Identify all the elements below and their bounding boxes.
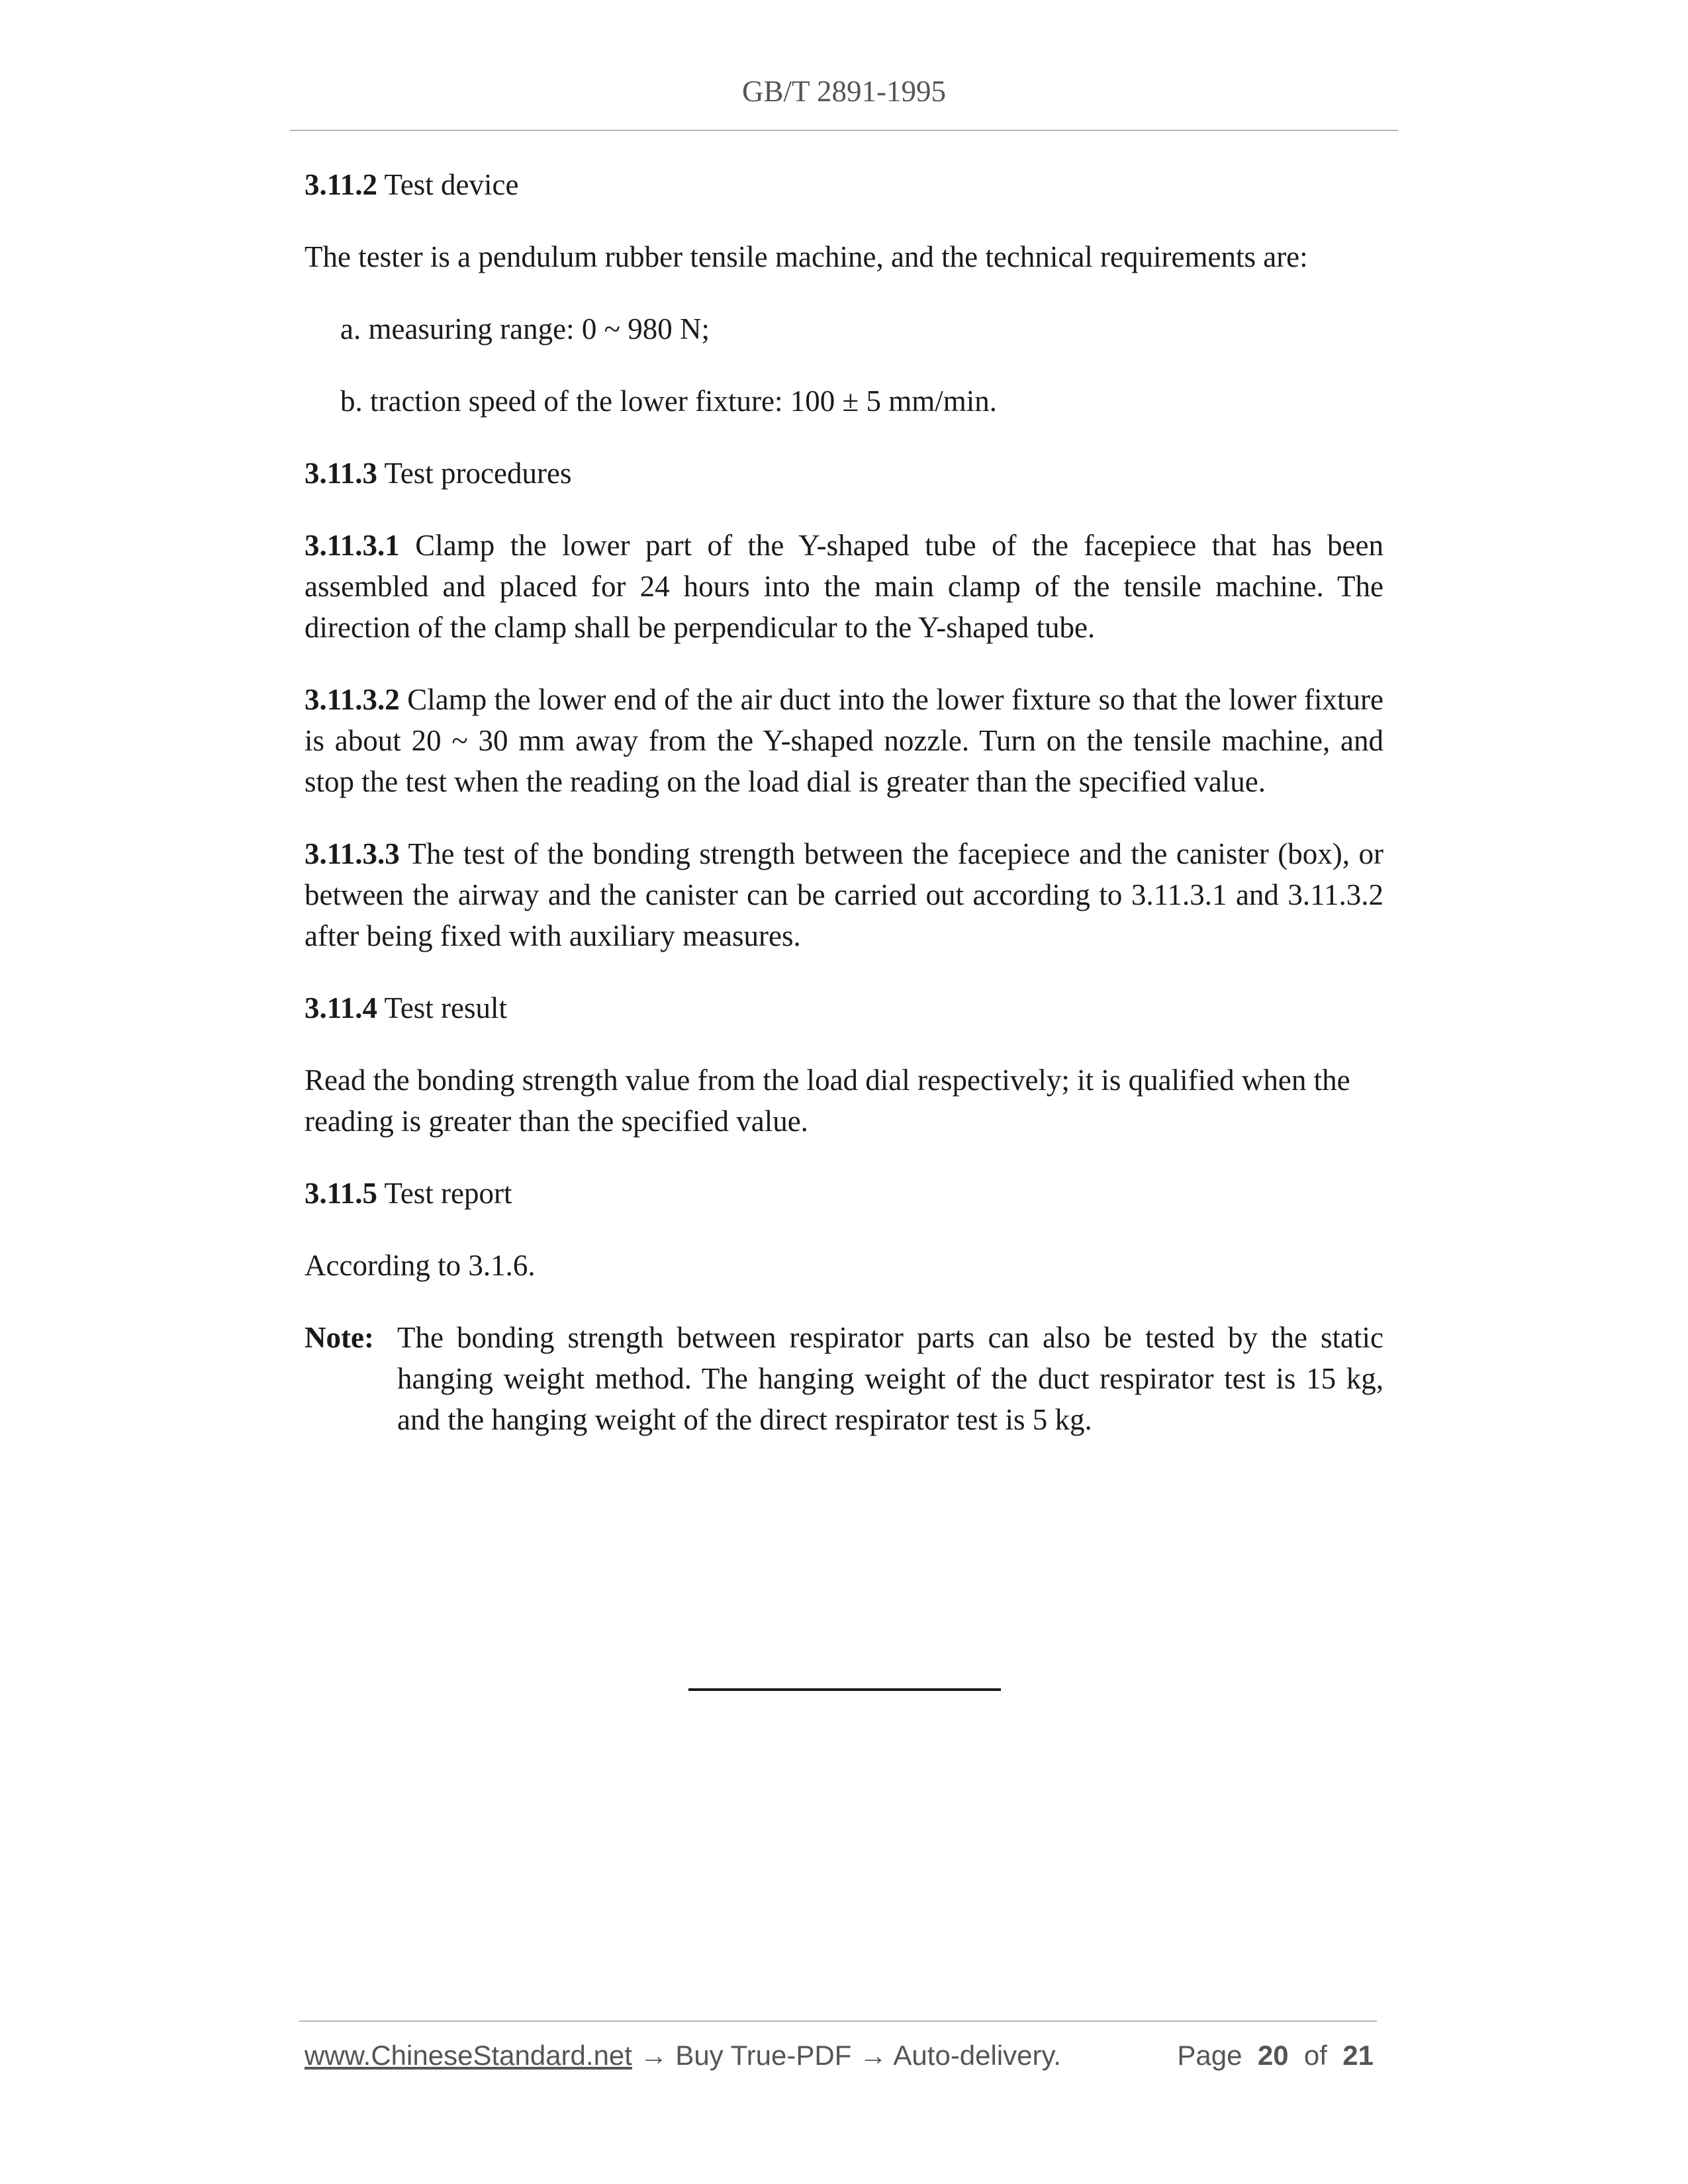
auto-delivery-text: Auto-delivery. <box>893 2040 1062 2071</box>
section-number: 3.11.2 <box>305 168 378 201</box>
clause-3-11-3-3 <box>305 833 1383 956</box>
test-result-paragraph: Read the bonding strength value from the load dial respectively; it is qualified when the reading is greater than the specified value. <box>305 1064 1350 1138</box>
section-heading-3-11-2 <box>305 164 1383 205</box>
of-label: of <box>1303 2040 1327 2071</box>
clause-number: 3.11.3.2 <box>305 683 400 716</box>
section-number: 3.11.4 <box>305 991 378 1024</box>
clause-text: Clamp the lower part of the Y-shaped tube of the facepiece that has been assembled and placed for 24 hours into the main clamp of the tensile machine. The direction of the clamp shall be perpendicular to the Y-shaped tube. <box>305 529 1384 644</box>
clause-text: Clamp the lower end of the air duct into the lower fixture so that the lower fixture is about 20 ~ 30 mm away from the Y-shaped nozzle. Turn on the tensile machine, and stop the test when the reading on the load dial is greater than the specified value. <box>305 683 1383 798</box>
page-total: 21 <box>1342 2040 1374 2071</box>
end-of-document-rule <box>688 1688 1001 1691</box>
requirement-item-a: a. measuring range: 0 ~ 980 N; <box>340 312 710 345</box>
clause-3-11-3-1 <box>305 525 1383 648</box>
document-header <box>0 74 1688 109</box>
section-number: 3.11.5 <box>305 1177 378 1210</box>
section-number: 3.11.3 <box>305 457 378 490</box>
standard-code: GB/T 2891-1995 <box>742 75 946 108</box>
test-report-paragraph: According to 3.1.6. <box>305 1249 536 1282</box>
note-text: The bonding strength between respirator parts can also be tested by the static hanging weight method. The hanging weight of the duct respirator test is 15 kg, and the hanging weight of the direct respirator test is 5 kg. <box>397 1321 1383 1436</box>
tester-intro-paragraph: The tester is a pendulum rubber tensile machine, and the technical requirements are: <box>305 240 1308 273</box>
section-heading-3-11-5 <box>305 1173 1383 1214</box>
clause-number: 3.11.3.1 <box>305 529 400 562</box>
section-title: Test device <box>384 168 519 201</box>
section-title: Test result <box>384 991 508 1024</box>
clause-text: The test of the bonding strength between the facepiece and the canister (box), or between the airway and the canister can be carried out according to 3.11.3.1 and 3.11.3.2 after being fixed with auxiliary measures. <box>305 837 1383 952</box>
page-number <box>1177 2040 1374 2071</box>
arrow-right-icon: → <box>639 2040 668 2071</box>
buy-pdf-text: Buy True-PDF <box>675 2040 852 2071</box>
note-block <box>305 1317 1383 1440</box>
clause-3-11-3-2 <box>305 679 1383 802</box>
page-current: 20 <box>1257 2040 1289 2071</box>
section-title: Test report <box>384 1177 512 1210</box>
arrow-right-icon: → <box>859 2040 888 2071</box>
footer-promo <box>305 2040 1061 2071</box>
page-label: Page <box>1177 2040 1243 2071</box>
section-heading-3-11-3 <box>305 453 1383 494</box>
section-title: Test procedures <box>384 457 572 490</box>
requirement-item-b: b. traction speed of the lower fixture: 100 ± 5 mm/min. <box>340 385 997 418</box>
document-body <box>305 164 1383 1440</box>
footer-divider <box>299 2021 1377 2022</box>
header-divider <box>290 130 1398 131</box>
section-heading-3-11-4 <box>305 987 1383 1028</box>
clause-number: 3.11.3.3 <box>305 837 400 870</box>
note-label: Note: <box>305 1321 374 1354</box>
site-link[interactable]: www.ChineseStandard.net <box>305 2040 632 2071</box>
